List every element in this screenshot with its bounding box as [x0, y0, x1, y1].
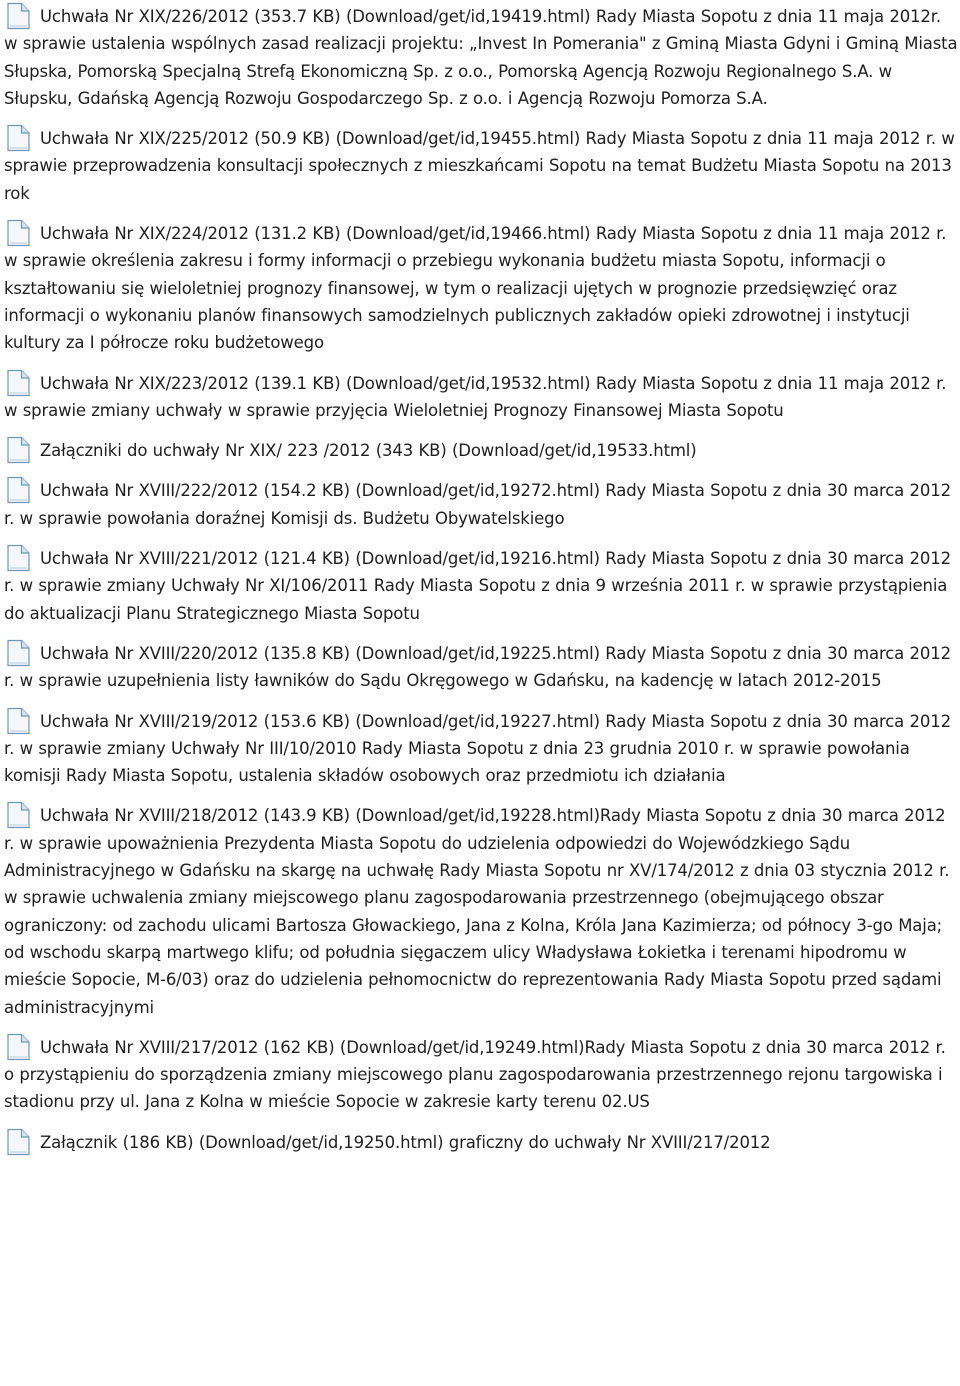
document-list [4, 2, 958, 1168]
document-entry[interactable] [4, 544, 958, 627]
document-icon [4, 124, 32, 152]
document-link-text[interactable]: Załączniki do uchwały Nr XIX/ 223 /2012 (343 KB) (Download/get/id,19533.html) [40, 441, 697, 461]
document-entry[interactable] [4, 2, 958, 112]
document-icon [4, 1128, 32, 1156]
document-entry[interactable] [4, 801, 958, 1020]
document-entry[interactable] [4, 476, 958, 532]
document-icon [4, 219, 32, 247]
document-link-text[interactable]: Uchwała Nr XIX/225/2012 (50.9 KB) (Download/get/id,19455.html) Rady Miasta Sopotu z dnia 11 maja 2012 r. w sprawie przeprowadzenia konsultacji społecznych z mieszkańcami Sopotu na temat Budżetu Miasta Sopotu na 2013 rok [4, 129, 955, 203]
document-link-text[interactable]: Załącznik (186 KB) (Download/get/id,19250.html) graficzny do uchwały Nr XVIII/217/2012 [40, 1132, 771, 1152]
document-link-text[interactable]: Uchwała Nr XVIII/222/2012 (154.2 KB) (Download/get/id,19272.html) Rady Miasta Sopotu z dnia 30 marca 2012 r. w sprawie powołania doraźnej Komisji ds. Budżetu Obywatelskiego [4, 481, 951, 528]
document-link-text[interactable]: Uchwała Nr XVIII/217/2012 (162 KB) (Download/get/id,19249.html)Rady Miasta Sopotu z dnia 30 marca 2012 r. o przystąpieniu do sporządzenia zmiany miejscowego planu zagospodarowania przestrzennego rejonu targowiska i stadionu przy ul. Jana z Kolna w mieście Sopocie w zakresie karty terenu 02.US [4, 1037, 946, 1112]
document-link-text[interactable]: Uchwała Nr XIX/223/2012 (139.1 KB) (Download/get/id,19532.html) Rady Miasta Sopotu z dnia 11 maja 2012 r. w sprawie zmiany uchwały w sprawie przyjęcia Wieloletniej Prognozy Finansowej Miasta Sopotu [4, 373, 947, 420]
document-entry[interactable] [4, 219, 958, 356]
document-link-text[interactable]: Uchwała Nr XVIII/220/2012 (135.8 KB) (Download/get/id,19225.html) Rady Miasta Sopotu z dnia 30 marca 2012 r. w sprawie uzupełnienia listy ławników do Sądu Okręgowego w Gdańsku, na kadencję w latach 2012-2015 [4, 643, 951, 691]
document-icon [4, 801, 32, 829]
document-icon [4, 369, 32, 397]
document-icon [4, 639, 32, 667]
document-entry[interactable] [4, 436, 958, 464]
document-icon [4, 2, 32, 30]
document-entry[interactable] [4, 124, 958, 207]
document-entry[interactable] [4, 1033, 958, 1116]
document-entry[interactable] [4, 1128, 958, 1156]
document-icon [4, 1033, 32, 1061]
document-entry[interactable] [4, 639, 958, 695]
document-entry[interactable] [4, 707, 958, 790]
document-icon [4, 544, 32, 572]
document-link-text[interactable]: Uchwała Nr XVIII/219/2012 (153.6 KB) (Download/get/id,19227.html) Rady Miasta Sopotu z dnia 30 marca 2012 r. w sprawie zmiany Uchwały Nr III/10/2010 Rady Miasta Sopotu z dnia 23 grudnia 2010 r. w sprawie powołania komisji Rady Miasta Sopotu, ustalenia składów osobowych oraz przedmiotu ich działania [4, 711, 951, 786]
document-entry[interactable] [4, 369, 958, 425]
document-icon [4, 476, 32, 504]
document-icon [4, 436, 32, 464]
document-link-text[interactable]: Uchwała Nr XIX/226/2012 (353.7 KB) (Download/get/id,19419.html) Rady Miasta Sopotu z dnia 11 maja 2012r. w sprawie ustalenia wspólnych zasad realizacji projektu: „Invest In Pomerania" z Gminą Miasta Gdyni i Gminą Miasta Słupska, Pomorską Specjalną Strefą Ekonomiczną Sp. z o.o., Pomorską Agencją Rozwoju Regionalnego S.A. w Słupsku, Gdańską Agencją Rozwoju Gospodarczego Sp. z o.o. i Agencją Rozwoju Pomorza S.A. [4, 7, 958, 108]
document-icon [4, 707, 32, 735]
document-link-text[interactable]: Uchwała Nr XIX/224/2012 (131.2 KB) (Download/get/id,19466.html) Rady Miasta Sopotu z dnia 11 maja 2012 r. w sprawie określenia zakresu i formy informacji o przebiegu wykonania budżetu miasta Sopotu, informacji o kształtowaniu się wieloletniej prognozy finansowej, w tym o realizacji ujętych w prognozie przedsięwzięć oraz informacji o wykonaniu planów finansowych samodzielnych publicznych zakładów opieki zdrowotnej i instytucji kultury za I półrocze roku budżetowego [4, 224, 947, 353]
document-link-text[interactable]: Uchwała Nr XVIII/221/2012 (121.4 KB) (Download/get/id,19216.html) Rady Miasta Sopotu z dnia 30 marca 2012 r. w sprawie zmiany Uchwały Nr XI/106/2011 Rady Miasta Sopotu z dnia 9 września 2011 r. w sprawie przystąpienia do aktualizacji Planu Strategicznego Miasta Sopotu [4, 549, 951, 623]
document-link-text[interactable]: Uchwała Nr XVIII/218/2012 (143.9 KB) (Download/get/id,19228.html)Rady Miasta Sopotu z dnia 30 marca 2012 r. w sprawie upoważnienia Prezydenta Miasta Sopotu do udzielenia odpowiedzi do Wojewódzkiego Sądu Administracyjnego w Gdańsku na skargę na uchwałę Rady Miasta Sopotu nr XV/174/2012 z dnia 03 stycznia 2012 r. w sprawie uchwalenia zmiany miejscowego planu zagospodarowania przestrzennego (obejmującego obszar ograniczony: od zachodu ulicami Bartosza Głowackiego, Jana z Kolna, Króla Jana Kazimierza; od północy 3-go Maja; od wschodu skarpą martwego klifu; od południa sięgaczem ulicy Władysława Łokietka i terenami hipodromu w mieście Sopocie, M-6/03) oraz do udzielenia pełnomocnictw do reprezentowania Rady Miasta Sopotu przed sądami administracyjnymi [4, 806, 950, 1017]
